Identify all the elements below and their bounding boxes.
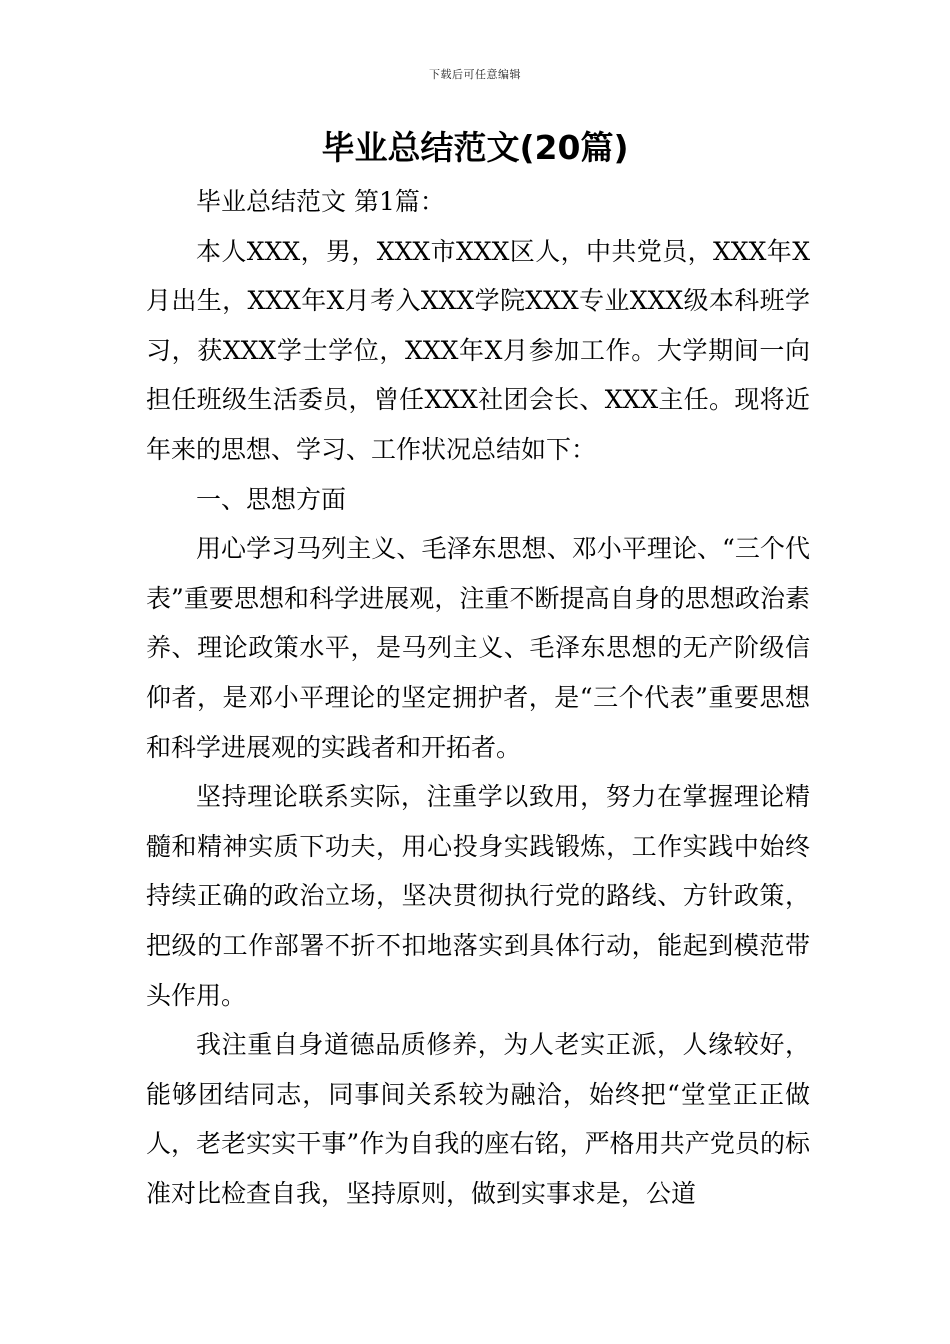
document-body	[146, 177, 810, 1218]
page-header-note: 下载后可任意编辑	[429, 68, 521, 81]
document-title: 毕业总结范文(20篇)	[321, 128, 629, 167]
section-heading-thought: 一、思想方面	[196, 484, 347, 514]
paragraph-moral-quality: 我注重自身道德品质修养，为人老实正派，人缘较好，能够团结同志，同事间关系较为融洽，始终把“堂堂正正做人，老老实实干事”作为自我的座右铭，严格用共产党员的标准对比检查自我，坚持原则，做到实事求是，公道	[146, 1030, 810, 1208]
paragraph-practice: 坚持理论联系实际，注重学以致用，努力在掌握理论精髓和精神实质下功夫，用心投身实践锻炼，工作实践中始终持续正确的政治立场，坚决贯彻执行党的路线、方针政策，把级的工作部署不折不扣地落实到具体行动，能起到模范带头作用。	[146, 782, 810, 1010]
section-heading-article-1: 毕业总结范文 第1篇：	[196, 187, 445, 216]
paragraph-theory-study: 用心学习马列主义、毛泽东思想、邓小平理论、“三个代表”重要思想和科学进展观，注重不断提高自身的思想政治素养、理论政策水平，是马列主义、毛泽东思想的无产阶级信仰者，是邓小平理论的坚定拥护者，是“三个代表”重要思想和科学进展观的实践者和开拓者。	[146, 534, 810, 762]
paragraph-personal-info: 本人XXX，男，XXX市XXX区人，中共党员，XXX年X月出生，XXX年X月考入XXX学院XXX专业XXX级本科班学习，获XXX学士学位，XXX年X月参加工作。大学期间一向担任班级生活委员，曾任XXX社团会长、XXX主任。现将近年来的思想、学习、工作状况总结如下：	[146, 236, 810, 464]
